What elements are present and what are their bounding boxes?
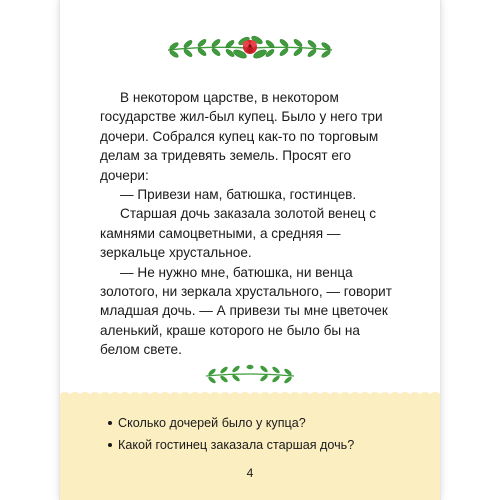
flower-icon <box>243 40 257 54</box>
flower-garland-icon <box>160 28 340 68</box>
leaf-garland-icon <box>200 360 300 388</box>
bullet-icon <box>108 421 112 425</box>
question-text: Какой гостинец заказала старшая дочь? <box>118 438 355 452</box>
questions-list <box>108 412 408 456</box>
story-text <box>100 88 400 360</box>
story-paragraph: — Не нужно мне, батюшка, ни венца золотого, ни зеркала хрустального, — говорит младшая дочь. — А привези ты мне цветочек аленький, краше которого не было бы на белом свете. <box>100 264 392 358</box>
story-paragraph: Старшая дочь заказала золотой венец с камнями самоцветными, а средняя — зеркальце хрустальное. <box>100 206 377 261</box>
page-number: 4 <box>246 466 254 480</box>
bullet-icon <box>108 443 112 447</box>
story-paragraph: — Привези нам, батюшка, гостинцев. <box>120 187 357 203</box>
book-page <box>60 0 440 500</box>
question-item <box>108 434 408 456</box>
story-paragraph: В некотором царстве, в некотором государстве жил-был купец. Было у него три дочери. Собрался купец как-то по торговым делам за тридевять земель. Просят его дочери: <box>100 90 383 183</box>
question-text: Сколько дочерей было у купца? <box>118 416 306 430</box>
question-item <box>108 412 408 434</box>
